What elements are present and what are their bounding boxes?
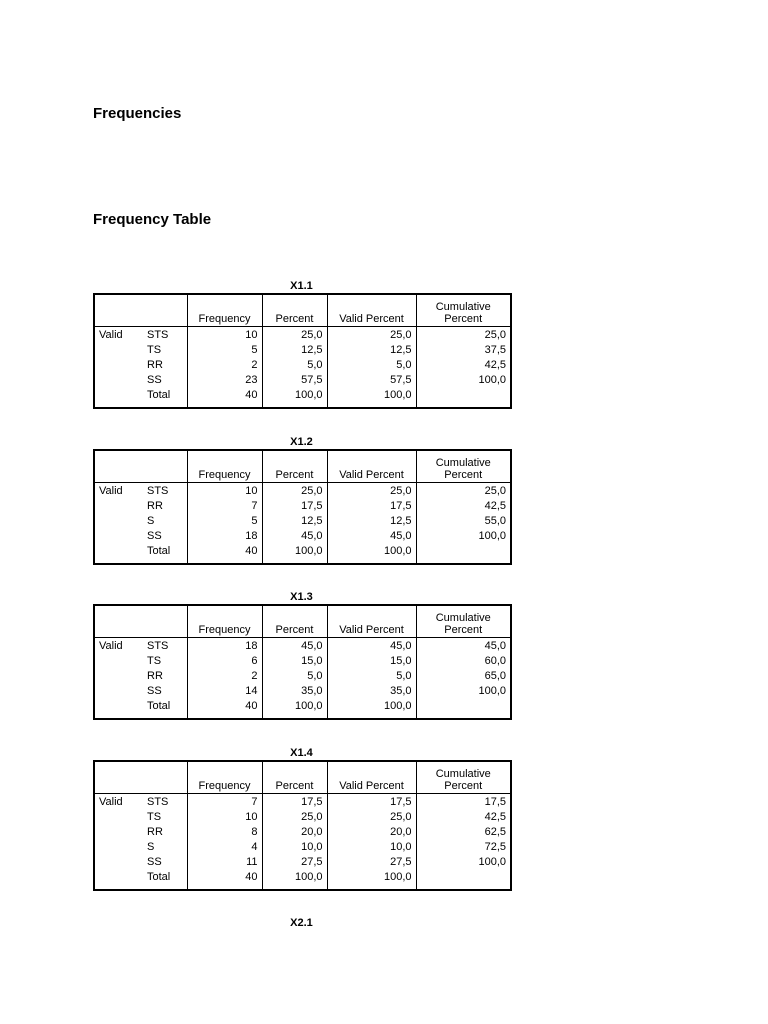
table-header-row bbox=[94, 761, 511, 794]
header-cumulative-line2: Percent bbox=[444, 780, 483, 792]
table-row bbox=[94, 810, 511, 825]
cell-cumulative-percent: 100,0 bbox=[416, 855, 511, 870]
header-valid-percent: Valid Percent bbox=[327, 294, 416, 327]
cell-valid-percent: 45,0 bbox=[327, 638, 416, 655]
cell-frequency: 8 bbox=[187, 825, 262, 840]
header-percent: Percent bbox=[262, 761, 327, 794]
table-row bbox=[94, 529, 511, 544]
cell-frequency: 4 bbox=[187, 840, 262, 855]
table-row bbox=[94, 699, 511, 719]
row-label: STS bbox=[147, 640, 169, 652]
cell-valid-percent: 25,0 bbox=[327, 327, 416, 344]
table-caption-x2-1: X2.1 bbox=[290, 917, 313, 929]
header-cumulative-line1: Cumulative bbox=[435, 612, 491, 624]
cell-valid-percent: 20,0 bbox=[327, 825, 416, 840]
row-label: SS bbox=[147, 530, 162, 542]
header-valid-percent: Valid Percent bbox=[327, 450, 416, 483]
cell-valid-percent: 45,0 bbox=[327, 529, 416, 544]
table-header-row bbox=[94, 294, 511, 327]
frequency-table bbox=[93, 449, 512, 565]
row-label: Total bbox=[147, 700, 171, 712]
header-frequency: Frequency bbox=[187, 605, 262, 638]
header-cumulative-line1: Cumulative bbox=[435, 457, 491, 469]
row-label: Total bbox=[147, 871, 171, 883]
cell-valid-percent: 100,0 bbox=[327, 870, 416, 890]
cell-percent: 27,5 bbox=[262, 855, 327, 870]
cell-percent: 100,0 bbox=[262, 544, 327, 564]
cell-percent: 100,0 bbox=[262, 388, 327, 408]
cell-cumulative-percent bbox=[416, 544, 511, 564]
table-row bbox=[94, 870, 511, 890]
header-corner bbox=[94, 450, 187, 483]
section-title: Frequency Table bbox=[93, 211, 212, 228]
cell-percent: 5,0 bbox=[262, 669, 327, 684]
cell-cumulative-percent: 55,0 bbox=[416, 514, 511, 529]
frequency-table bbox=[93, 293, 512, 409]
header-cumulative-percent bbox=[416, 450, 511, 483]
frequency-table bbox=[93, 604, 512, 720]
cell-percent: 12,5 bbox=[262, 343, 327, 358]
cell-percent: 17,5 bbox=[262, 794, 327, 811]
header-percent: Percent bbox=[262, 605, 327, 638]
table-header-row bbox=[94, 605, 511, 638]
header-valid-percent: Valid Percent bbox=[327, 605, 416, 638]
row-label: TS bbox=[147, 655, 162, 667]
row-label: TS bbox=[147, 344, 162, 356]
cell-cumulative-percent: 65,0 bbox=[416, 669, 511, 684]
cell-frequency: 40 bbox=[187, 388, 262, 408]
table-row bbox=[94, 343, 511, 358]
cell-percent: 17,5 bbox=[262, 499, 327, 514]
cell-cumulative-percent: 45,0 bbox=[416, 638, 511, 655]
cell-cumulative-percent: 100,0 bbox=[416, 373, 511, 388]
cell-percent: 100,0 bbox=[262, 699, 327, 719]
cell-frequency: 2 bbox=[187, 669, 262, 684]
cell-frequency: 7 bbox=[187, 794, 262, 811]
cell-valid-percent: 100,0 bbox=[327, 699, 416, 719]
table-row bbox=[94, 654, 511, 669]
table-caption: X1.3 bbox=[290, 591, 313, 603]
table-caption: X1.4 bbox=[290, 747, 313, 759]
cell-valid-percent: 100,0 bbox=[327, 388, 416, 408]
cell-valid-percent: 12,5 bbox=[327, 514, 416, 529]
page-title: Frequencies bbox=[93, 105, 182, 122]
table-caption: X1.2 bbox=[290, 436, 313, 448]
row-label: SS bbox=[147, 856, 162, 868]
frequency-table bbox=[93, 760, 512, 891]
cell-frequency: 40 bbox=[187, 544, 262, 564]
header-percent: Percent bbox=[262, 294, 327, 327]
header-valid-percent: Valid Percent bbox=[327, 761, 416, 794]
cell-cumulative-percent: 42,5 bbox=[416, 499, 511, 514]
row-group-label: Valid bbox=[99, 329, 123, 341]
row-label: RR bbox=[147, 500, 163, 512]
cell-cumulative-percent bbox=[416, 388, 511, 408]
header-frequency: Frequency bbox=[187, 450, 262, 483]
cell-cumulative-percent: 42,5 bbox=[416, 810, 511, 825]
cell-frequency: 18 bbox=[187, 638, 262, 655]
cell-cumulative-percent bbox=[416, 870, 511, 890]
cell-percent: 20,0 bbox=[262, 825, 327, 840]
cell-frequency: 2 bbox=[187, 358, 262, 373]
cell-frequency: 40 bbox=[187, 870, 262, 890]
row-label: SS bbox=[147, 374, 162, 386]
cell-valid-percent: 15,0 bbox=[327, 654, 416, 669]
table-row bbox=[94, 544, 511, 564]
cell-valid-percent: 35,0 bbox=[327, 684, 416, 699]
table-caption: X1.1 bbox=[290, 280, 313, 292]
table-row bbox=[94, 327, 511, 344]
cell-frequency: 7 bbox=[187, 499, 262, 514]
cell-cumulative-percent: 72,5 bbox=[416, 840, 511, 855]
cell-cumulative-percent: 37,5 bbox=[416, 343, 511, 358]
cell-valid-percent: 5,0 bbox=[327, 669, 416, 684]
row-group-label: Valid bbox=[99, 640, 123, 652]
header-cumulative-percent bbox=[416, 761, 511, 794]
table-row bbox=[94, 483, 511, 500]
cell-frequency: 40 bbox=[187, 699, 262, 719]
cell-frequency: 18 bbox=[187, 529, 262, 544]
header-cumulative-line2: Percent bbox=[444, 313, 483, 325]
cell-percent: 100,0 bbox=[262, 870, 327, 890]
row-label: STS bbox=[147, 796, 169, 808]
row-label: STS bbox=[147, 329, 169, 341]
cell-cumulative-percent: 25,0 bbox=[416, 483, 511, 500]
cell-cumulative-percent: 17,5 bbox=[416, 794, 511, 811]
table-header-row bbox=[94, 450, 511, 483]
row-label: Total bbox=[147, 389, 171, 401]
row-label: RR bbox=[147, 826, 163, 838]
cell-percent: 12,5 bbox=[262, 514, 327, 529]
cell-percent: 25,0 bbox=[262, 810, 327, 825]
cell-frequency: 23 bbox=[187, 373, 262, 388]
cell-percent: 5,0 bbox=[262, 358, 327, 373]
table-row bbox=[94, 358, 511, 373]
cell-percent: 10,0 bbox=[262, 840, 327, 855]
header-frequency: Frequency bbox=[187, 761, 262, 794]
cell-valid-percent: 17,5 bbox=[327, 794, 416, 811]
cell-valid-percent: 100,0 bbox=[327, 544, 416, 564]
header-percent: Percent bbox=[262, 450, 327, 483]
cell-frequency: 14 bbox=[187, 684, 262, 699]
table-row bbox=[94, 840, 511, 855]
header-frequency: Frequency bbox=[187, 294, 262, 327]
header-cumulative-line1: Cumulative bbox=[435, 301, 491, 313]
cell-percent: 25,0 bbox=[262, 483, 327, 500]
cell-valid-percent: 17,5 bbox=[327, 499, 416, 514]
cell-valid-percent: 25,0 bbox=[327, 483, 416, 500]
header-cumulative-line1: Cumulative bbox=[435, 768, 491, 780]
row-label: STS bbox=[147, 485, 169, 497]
cell-cumulative-percent: 42,5 bbox=[416, 358, 511, 373]
row-label: Total bbox=[147, 545, 171, 557]
cell-frequency: 6 bbox=[187, 654, 262, 669]
cell-percent: 45,0 bbox=[262, 529, 327, 544]
header-corner bbox=[94, 761, 187, 794]
cell-percent: 15,0 bbox=[262, 654, 327, 669]
cell-valid-percent: 5,0 bbox=[327, 358, 416, 373]
cell-percent: 35,0 bbox=[262, 684, 327, 699]
row-label: RR bbox=[147, 670, 163, 682]
cell-percent: 57,5 bbox=[262, 373, 327, 388]
row-label: RR bbox=[147, 359, 163, 371]
cell-cumulative-percent: 100,0 bbox=[416, 684, 511, 699]
cell-frequency: 5 bbox=[187, 343, 262, 358]
table-row bbox=[94, 684, 511, 699]
header-cumulative-line2: Percent bbox=[444, 624, 483, 636]
cell-valid-percent: 10,0 bbox=[327, 840, 416, 855]
row-label: TS bbox=[147, 811, 162, 823]
table-row bbox=[94, 825, 511, 840]
table-row bbox=[94, 855, 511, 870]
table-row bbox=[94, 514, 511, 529]
table-row bbox=[94, 669, 511, 684]
cell-percent: 45,0 bbox=[262, 638, 327, 655]
row-label: S bbox=[147, 841, 155, 853]
cell-cumulative-percent: 62,5 bbox=[416, 825, 511, 840]
header-corner bbox=[94, 605, 187, 638]
cell-valid-percent: 57,5 bbox=[327, 373, 416, 388]
cell-frequency: 10 bbox=[187, 483, 262, 500]
cell-cumulative-percent: 60,0 bbox=[416, 654, 511, 669]
table-row bbox=[94, 373, 511, 388]
header-corner bbox=[94, 294, 187, 327]
header-cumulative-percent bbox=[416, 605, 511, 638]
table-row bbox=[94, 388, 511, 408]
cell-valid-percent: 25,0 bbox=[327, 810, 416, 825]
cell-cumulative-percent: 100,0 bbox=[416, 529, 511, 544]
cell-valid-percent: 12,5 bbox=[327, 343, 416, 358]
cell-valid-percent: 27,5 bbox=[327, 855, 416, 870]
row-group-label: Valid bbox=[99, 485, 123, 497]
cell-frequency: 10 bbox=[187, 327, 262, 344]
cell-frequency: 10 bbox=[187, 810, 262, 825]
cell-cumulative-percent bbox=[416, 699, 511, 719]
cell-frequency: 5 bbox=[187, 514, 262, 529]
table-row bbox=[94, 794, 511, 811]
cell-cumulative-percent: 25,0 bbox=[416, 327, 511, 344]
table-row bbox=[94, 638, 511, 655]
cell-frequency: 11 bbox=[187, 855, 262, 870]
row-label: SS bbox=[147, 685, 162, 697]
header-cumulative-percent bbox=[416, 294, 511, 327]
table-row bbox=[94, 499, 511, 514]
header-cumulative-line2: Percent bbox=[444, 469, 483, 481]
row-label: S bbox=[147, 515, 155, 527]
cell-percent: 25,0 bbox=[262, 327, 327, 344]
row-group-label: Valid bbox=[99, 796, 123, 808]
